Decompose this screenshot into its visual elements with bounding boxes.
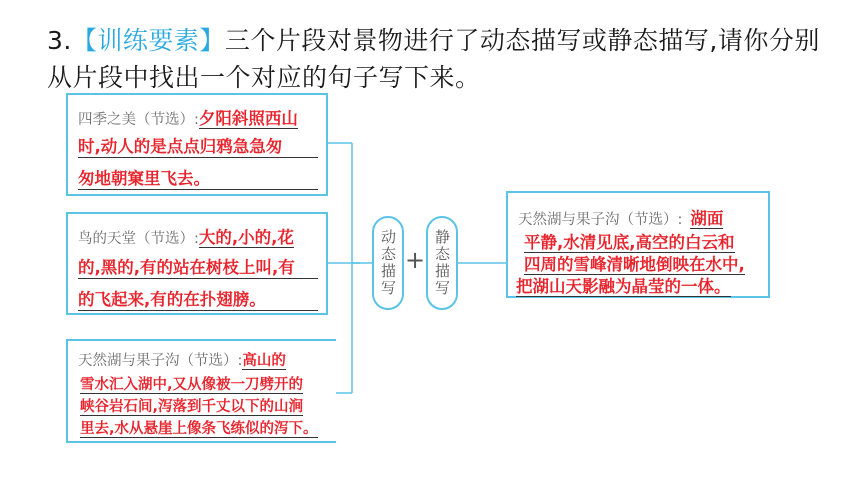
static-description-label [426, 216, 458, 310]
answer-text: 把湖山天影融为晶莹的一体。 [516, 277, 731, 296]
static-label-text: 静态描写 [433, 229, 451, 297]
question-tag: 【训练要素】 [71, 26, 225, 55]
dynamic-label-text: 动态描写 [379, 229, 397, 297]
excerpt-box-lake-valley [66, 339, 336, 443]
excerpt-label: 天然湖与果子沟（节选）: [518, 212, 683, 228]
answer-text: 里去,水从悬崖上像条飞练似的泻下。 [80, 421, 318, 437]
dynamic-description-label [372, 216, 404, 310]
answer-text: 大的,小的,花 [198, 228, 294, 247]
answer-text: 峡谷岩石间,泻落到千丈以下的山涧 [80, 399, 304, 415]
answer-text: 平静,水清见底,高空的白云和 [524, 233, 735, 252]
answer-text: 高山的 [242, 353, 286, 369]
excerpt-box-lake-static [506, 191, 770, 298]
excerpt-label: 鸟的天堂（节选）: [78, 231, 199, 247]
question-number: 3. [47, 26, 72, 55]
answer-text: 时,动人的是点点归鸦急急匆 [78, 137, 283, 156]
answer-text: 湖面 [690, 209, 724, 228]
excerpt-box-bird-paradise [66, 212, 328, 315]
plus-sign: + [405, 246, 426, 274]
answer-text: 的飞起来,有的在扑翅膀。 [78, 290, 266, 309]
answer-text: 的,黑的,有的站在树枝上叫,有 [78, 258, 295, 277]
answer-text: 匆地朝窠里飞去。 [78, 169, 210, 188]
excerpt-label: 四季之美（节选）: [78, 112, 199, 128]
answer-text: 夕阳斜照西山 [198, 109, 298, 128]
excerpt-label: 天然湖与果子沟（节选）: [78, 353, 243, 369]
answer-text: 四周的雪峰清晰地倒映在水中, [524, 255, 745, 274]
question-body: 三个片段对景物进行了动态描写或静态描写,请你分别从片段中找出一个对应的句子写下来。 [47, 26, 820, 92]
excerpt-box-seasons [66, 93, 328, 196]
answer-text: 雪水汇入湖中,又从像被一刀劈开的 [80, 377, 304, 393]
